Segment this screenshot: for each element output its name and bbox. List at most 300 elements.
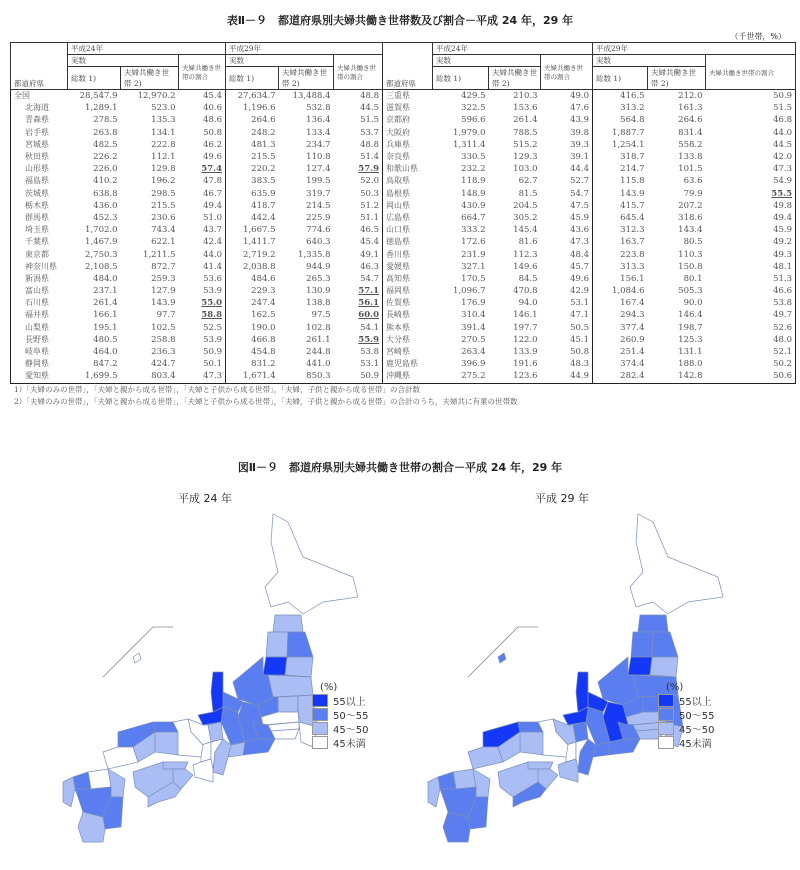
value-cell: 220.2	[226, 163, 279, 175]
value-cell: 51.5	[360, 115, 379, 126]
value-cell: 803.4	[151, 371, 176, 382]
header-total: 総数 1)	[593, 67, 648, 90]
value-cell: 143.4	[678, 225, 703, 236]
value-cell: 664.7	[461, 212, 486, 223]
value-cell: 831.4	[678, 127, 703, 138]
value-cell: 638.8	[93, 188, 118, 199]
okinawa-inset-line	[103, 627, 173, 677]
value-cell: 230.6	[151, 212, 176, 223]
prefecture-region	[650, 657, 678, 677]
pref-name-cell: 東京都	[25, 249, 49, 259]
value-cell: 170.5	[461, 273, 486, 284]
value-cell: 223.8	[593, 248, 648, 260]
value-cell: 166.1	[93, 310, 118, 321]
legend-label: 45未満	[333, 738, 366, 750]
value-cell: 149.6	[513, 261, 538, 272]
value-cell: 42.9	[570, 286, 589, 297]
table-row	[11, 90, 796, 103]
prefecture-region	[608, 739, 640, 755]
legend-label: 55以上	[679, 696, 712, 708]
value-cell: 298.5	[151, 188, 176, 199]
value-cell: 44.5	[773, 139, 792, 150]
table-row	[11, 297, 796, 309]
value-cell: 41.4	[203, 261, 222, 272]
header-year29: 平成29年	[226, 43, 383, 55]
pref-name-cell: 徳島県	[383, 236, 433, 248]
value-cell: 318.7	[593, 151, 648, 163]
value-cell: 49.4	[773, 212, 792, 223]
value-cell: 53.6	[203, 273, 222, 284]
value-cell: 110.3	[678, 249, 703, 260]
value-cell: 146.1	[513, 310, 538, 321]
header-jissu: 実数	[433, 55, 541, 67]
pref-name-cell: 福岡県	[383, 285, 433, 297]
value-cell: 53.1	[570, 298, 589, 309]
value-cell: 130.9	[306, 286, 331, 297]
pref-name-cell: 沖縄県	[383, 370, 433, 383]
value-cell: 327.1	[461, 261, 486, 272]
pref-name-cell: 山梨県	[25, 322, 49, 332]
footnote-2: 2）「夫婦のみの世帯」，「夫婦と親から成る世帯」，「夫婦と子供から成る世帯」，「夫婦，子供と親から成る世帯」の合計のうち，夫婦共に有業の世帯数	[14, 397, 518, 406]
value-cell: 1,211.5	[143, 249, 176, 260]
prefecture-region	[63, 777, 75, 807]
pref-name-cell: 全国	[14, 91, 30, 101]
value-cell: 195.1	[93, 322, 118, 333]
value-cell: 480.5	[93, 334, 118, 345]
header-ratio: 夫婦共働き世帯の割合	[541, 55, 593, 90]
value-cell: 102.8	[306, 322, 331, 333]
value-cell: 231.9	[461, 249, 486, 260]
value-cell: 49.1	[360, 249, 379, 260]
value-cell: 645.4	[593, 212, 648, 224]
pref-name-cell: 鹿児島県	[383, 358, 433, 370]
table-row	[11, 236, 796, 248]
prefecture-region	[263, 657, 287, 675]
value-cell: 80.1	[683, 273, 703, 284]
pref-name-cell: 福島県	[25, 176, 49, 186]
value-cell: 532.8	[306, 103, 331, 114]
value-cell: 46.3	[360, 261, 379, 272]
value-cell: 53.8	[360, 347, 379, 358]
value-cell: 52.1	[773, 347, 792, 358]
value-cell: 2,108.5	[85, 261, 118, 272]
value-cell: 441.0	[306, 359, 331, 370]
pref-name-cell: 高知県	[383, 273, 433, 285]
value-cell: 53.1	[360, 359, 379, 370]
table-row	[11, 309, 796, 321]
japan-map-h29	[423, 505, 733, 850]
value-cell: 49.4	[203, 200, 222, 211]
japan-map-h24	[58, 505, 368, 850]
pref-name-cell: 北海道	[25, 103, 49, 113]
value-cell: 215.5	[151, 200, 176, 211]
header-pref: 都道府県	[11, 43, 68, 90]
table-row	[11, 200, 796, 212]
value-cell: 258.8	[151, 334, 176, 345]
prefecture-region	[638, 615, 668, 632]
legend-label: 55以上	[333, 696, 366, 708]
value-cell: 123.6	[513, 371, 538, 382]
map-legend-h29	[658, 682, 714, 749]
value-cell: 850.3	[306, 371, 331, 382]
value-cell: 133.4	[306, 127, 331, 138]
value-cell: 49.0	[570, 91, 589, 102]
value-cell: 50.3	[360, 188, 379, 199]
pref-name-cell: 静岡県	[25, 359, 49, 369]
value-cell: 49.7	[773, 310, 792, 321]
value-cell: 396.9	[461, 359, 486, 370]
legend-swatch	[658, 708, 674, 721]
value-cell: 49.6	[570, 273, 589, 284]
header-total: 総数 1)	[226, 67, 279, 90]
value-cell: 153.6	[513, 103, 538, 114]
value-cell: 312.3	[593, 224, 648, 236]
value-cell: 212.0	[678, 91, 703, 102]
value-cell: 47.1	[570, 310, 589, 321]
value-cell: 265.3	[306, 273, 331, 284]
value-cell: 112.1	[151, 152, 176, 163]
pref-name-cell: 秋田県	[25, 152, 49, 162]
dual-income-table	[10, 42, 796, 384]
value-cell: 52.0	[360, 176, 379, 187]
value-cell: 1,411.7	[226, 236, 279, 248]
value-cell: 48.4	[570, 249, 589, 260]
table-row	[11, 370, 796, 383]
value-cell: 466.8	[226, 334, 279, 346]
value-cell: 1,467.9	[85, 237, 118, 248]
value-cell: 374.4	[593, 358, 648, 370]
value-cell: 2,719.2	[226, 248, 279, 260]
prefecture-region	[266, 632, 288, 657]
value-cell: 47.8	[203, 176, 222, 187]
value-cell: 49.3	[773, 249, 792, 260]
value-cell: 53.8	[773, 298, 792, 309]
value-cell: 45.9	[773, 225, 792, 236]
value-cell: 162.5	[226, 309, 279, 321]
value-cell: 48.6	[203, 115, 222, 126]
prefecture-region	[468, 747, 503, 769]
table-row	[11, 224, 796, 236]
table-row	[11, 114, 796, 126]
prefecture-region	[193, 759, 213, 782]
pref-name-cell: 京都府	[383, 114, 433, 126]
value-cell: 97.7	[156, 310, 176, 321]
legend-item	[658, 721, 714, 735]
value-cell: 48.8	[360, 91, 379, 102]
value-cell: 282.4	[593, 370, 648, 383]
value-cell: 319.7	[306, 188, 331, 199]
value-cell: 418.7	[226, 200, 279, 212]
pref-name-cell: 熊本県	[383, 322, 433, 334]
value-cell: 51.0	[203, 212, 222, 223]
value-cell: 1,254.1	[593, 139, 648, 151]
value-cell: 49.2	[773, 237, 792, 248]
value-cell: 831.2	[226, 358, 279, 370]
value-cell: 2,038.8	[226, 261, 279, 273]
legend-item	[658, 707, 714, 721]
table-row	[11, 139, 796, 151]
value-cell: 872.7	[151, 261, 176, 272]
value-cell: 112.3	[513, 249, 538, 260]
value-cell: 53.9	[203, 334, 222, 345]
pref-name-cell: 愛媛県	[383, 261, 433, 273]
header-year24: 平成24年	[68, 43, 226, 55]
value-cell: 263.8	[93, 127, 118, 138]
value-cell: 145.4	[513, 225, 538, 236]
table-row	[11, 334, 796, 346]
value-cell: 635.9	[226, 188, 279, 200]
value-cell: 52.7	[570, 176, 589, 187]
pref-name-cell: 滋賀県	[383, 102, 433, 114]
value-cell: 1,702.0	[85, 225, 118, 236]
value-cell: 39.8	[570, 127, 589, 138]
prefecture-region	[287, 632, 313, 657]
value-cell: 294.3	[593, 309, 648, 321]
value-cell: 236.3	[151, 347, 176, 358]
value-cell: 564.8	[593, 114, 648, 126]
pref-name-cell: 広島県	[383, 212, 433, 224]
pref-name-cell: 鳥取県	[383, 175, 433, 187]
value-cell: 50.1	[203, 359, 222, 370]
value-cell: 131.1	[678, 347, 703, 358]
prefecture-region	[243, 739, 275, 755]
unit-label: （千世帯，%）	[730, 32, 786, 41]
map-title-h24: 平成 24 年	[178, 492, 232, 505]
prefecture-region	[652, 632, 678, 657]
table-row	[11, 322, 796, 334]
value-cell: 259.3	[151, 273, 176, 284]
value-cell: 54.9	[773, 176, 792, 187]
value-cell: 442.4	[226, 212, 279, 224]
prefecture-region	[265, 514, 358, 614]
value-cell: 53.7	[360, 127, 379, 138]
value-cell: 133.9	[513, 347, 538, 358]
prefecture-region	[630, 514, 723, 614]
value-cell: 176.9	[461, 298, 486, 309]
value-cell: 1,671.4	[226, 370, 279, 383]
value-cell: 118.9	[461, 176, 486, 187]
value-cell: 1,196.6	[226, 102, 279, 114]
prefecture-region	[268, 675, 313, 697]
value-cell: 415.7	[593, 200, 648, 212]
value-cell: 42.0	[773, 152, 792, 163]
value-cell: 1,887.7	[593, 127, 648, 139]
header-pref-right: 都道府県	[383, 43, 433, 90]
pref-name-cell: 石川県	[25, 298, 49, 308]
legend-item	[658, 693, 714, 707]
value-cell: 127.4	[306, 164, 331, 175]
value-cell: 484.6	[226, 273, 279, 285]
value-cell: 102.5	[151, 322, 176, 333]
value-cell: 46.6	[773, 286, 792, 297]
value-cell: 142.8	[678, 371, 703, 382]
value-cell: 318.6	[678, 212, 703, 223]
value-cell: 50.9	[773, 91, 792, 102]
value-cell: 51.2	[360, 200, 379, 211]
value-cell: 264.6	[226, 114, 279, 126]
value-cell: 55.9	[358, 334, 379, 345]
pref-name-cell: 群馬県	[25, 212, 49, 222]
value-cell: 743.4	[151, 225, 176, 236]
header-jissu: 実数	[68, 55, 179, 67]
value-cell: 232.2	[461, 164, 486, 175]
legend-label: 50～55	[333, 710, 369, 722]
value-cell: 44.5	[360, 103, 379, 114]
value-cell: 204.5	[513, 200, 538, 211]
value-cell: 45.4	[203, 91, 222, 102]
value-cell: 52.6	[773, 322, 792, 333]
value-cell: 261.4	[513, 115, 538, 126]
prefecture-region	[211, 672, 223, 712]
value-cell: 44.9	[570, 371, 589, 382]
value-cell: 774.6	[306, 225, 331, 236]
legend-label: 45未満	[679, 738, 712, 750]
map-title-h29: 平成 29 年	[535, 492, 589, 505]
value-cell: 436.0	[93, 200, 118, 211]
legend-item	[312, 721, 368, 735]
pref-name-cell: 愛知県	[25, 371, 49, 381]
header-ratio: 夫婦共働き世帯の割合	[179, 55, 226, 90]
value-cell: 1,311.4	[453, 139, 486, 150]
value-cell: 198.7	[678, 322, 703, 333]
value-cell: 54.7	[570, 188, 589, 199]
value-cell: 234.7	[306, 139, 331, 150]
table-body	[11, 90, 796, 384]
table-row	[11, 102, 796, 114]
pref-name-cell: 千葉県	[25, 237, 49, 247]
value-cell: 640.3	[306, 237, 331, 248]
legend-item	[312, 707, 368, 721]
legend-swatch	[312, 694, 328, 707]
value-cell: 44.4	[570, 164, 589, 175]
prefecture-region	[78, 812, 105, 842]
value-cell: 51.4	[360, 152, 379, 163]
value-cell: 44.0	[203, 249, 222, 260]
header-dual: 夫婦共働き世帯 2)	[489, 67, 541, 90]
pref-name-cell: 新潟県	[25, 273, 49, 283]
value-cell: 251.4	[593, 346, 648, 358]
value-cell: 1,289.1	[85, 103, 118, 114]
prefecture-region	[528, 762, 553, 769]
value-cell: 214.7	[593, 163, 648, 175]
value-cell: 135.3	[151, 115, 176, 126]
value-cell: 391.4	[461, 322, 486, 333]
value-cell: 278.5	[93, 115, 118, 126]
value-cell: 48.8	[360, 139, 379, 150]
prefecture-region	[285, 657, 313, 677]
value-cell: 482.5	[93, 139, 118, 150]
value-cell: 429.5	[461, 91, 486, 102]
value-cell: 58.8	[201, 310, 222, 321]
value-cell: 197.7	[513, 322, 538, 333]
value-cell: 46.7	[203, 188, 222, 199]
value-cell: 430.9	[461, 200, 486, 211]
value-cell: 470.8	[513, 286, 538, 297]
value-cell: 313.2	[593, 102, 648, 114]
prefecture-region	[271, 729, 299, 739]
table-row	[11, 358, 796, 370]
value-cell: 222.8	[151, 139, 176, 150]
value-cell: 50.9	[203, 347, 222, 358]
value-cell: 247.4	[226, 297, 279, 309]
header-jissu: 実数	[593, 55, 706, 67]
value-cell: 2,750.3	[85, 249, 118, 260]
table-row	[11, 212, 796, 224]
pref-name-cell: 大阪府	[383, 127, 433, 139]
value-cell: 45.7	[570, 261, 589, 272]
value-cell: 45.1	[570, 334, 589, 345]
value-cell: 484.0	[93, 273, 118, 284]
prefecture-region	[438, 772, 456, 789]
pref-name-cell: 神奈川県	[25, 261, 57, 271]
pref-name-cell: 山形県	[25, 164, 49, 174]
pref-name-cell: 青森県	[25, 115, 49, 125]
value-cell: 310.4	[461, 310, 486, 321]
value-cell: 275.2	[461, 371, 486, 382]
value-cell: 97.5	[311, 310, 331, 321]
value-cell: 270.5	[461, 334, 486, 345]
prefecture-region	[133, 653, 141, 663]
map-legend-h24	[312, 682, 368, 749]
pref-name-cell: 茨城県	[25, 188, 49, 198]
legend-swatch	[658, 736, 674, 749]
value-cell: 383.5	[226, 175, 279, 187]
value-cell: 40.6	[203, 103, 222, 114]
prefecture-region	[631, 632, 653, 657]
value-cell: 127.9	[151, 286, 176, 297]
header-dual: 夫婦共働き世帯 2)	[279, 67, 334, 90]
value-cell: 47.5	[570, 200, 589, 211]
value-cell: 80.5	[683, 237, 703, 248]
value-cell: 788.5	[513, 127, 538, 138]
prefecture-region	[88, 769, 111, 789]
value-cell: 464.0	[93, 347, 118, 358]
value-cell: 44.0	[773, 127, 792, 138]
value-cell: 264.6	[678, 115, 703, 126]
pref-name-cell: 大分県	[383, 334, 433, 346]
value-cell: 1,096.7	[453, 286, 486, 297]
value-cell: 172.6	[461, 237, 486, 248]
value-cell: 50.5	[570, 322, 589, 333]
value-cell: 125.3	[678, 334, 703, 345]
value-cell: 81.6	[518, 237, 538, 248]
value-cell: 305.2	[513, 212, 538, 223]
value-cell: 90.0	[683, 298, 703, 309]
header-total: 総数 1)	[68, 67, 121, 90]
value-cell: 62.7	[518, 176, 538, 187]
value-cell: 190.0	[226, 322, 279, 334]
value-cell: 410.2	[93, 176, 118, 187]
value-cell: 199.5	[306, 176, 331, 187]
footnotes	[14, 384, 518, 408]
value-cell: 28,547.9	[79, 91, 118, 102]
value-cell: 481.3	[226, 139, 279, 151]
value-cell: 45.9	[570, 212, 589, 223]
legend-label: 50～55	[679, 710, 715, 722]
value-cell: 515.2	[513, 139, 538, 150]
value-cell: 60.0	[358, 310, 379, 321]
value-cell: 163.7	[593, 236, 648, 248]
legend-item	[658, 735, 714, 749]
value-cell: 46.5	[360, 225, 379, 236]
value-cell: 39.3	[570, 139, 589, 150]
pref-name-cell: 岡山県	[383, 200, 433, 212]
pref-name-cell: 栃木県	[25, 200, 49, 210]
value-cell: 39.1	[570, 152, 589, 163]
legend-swatch	[312, 708, 328, 721]
value-cell: 523.0	[151, 103, 176, 114]
value-cell: 101.5	[678, 164, 703, 175]
